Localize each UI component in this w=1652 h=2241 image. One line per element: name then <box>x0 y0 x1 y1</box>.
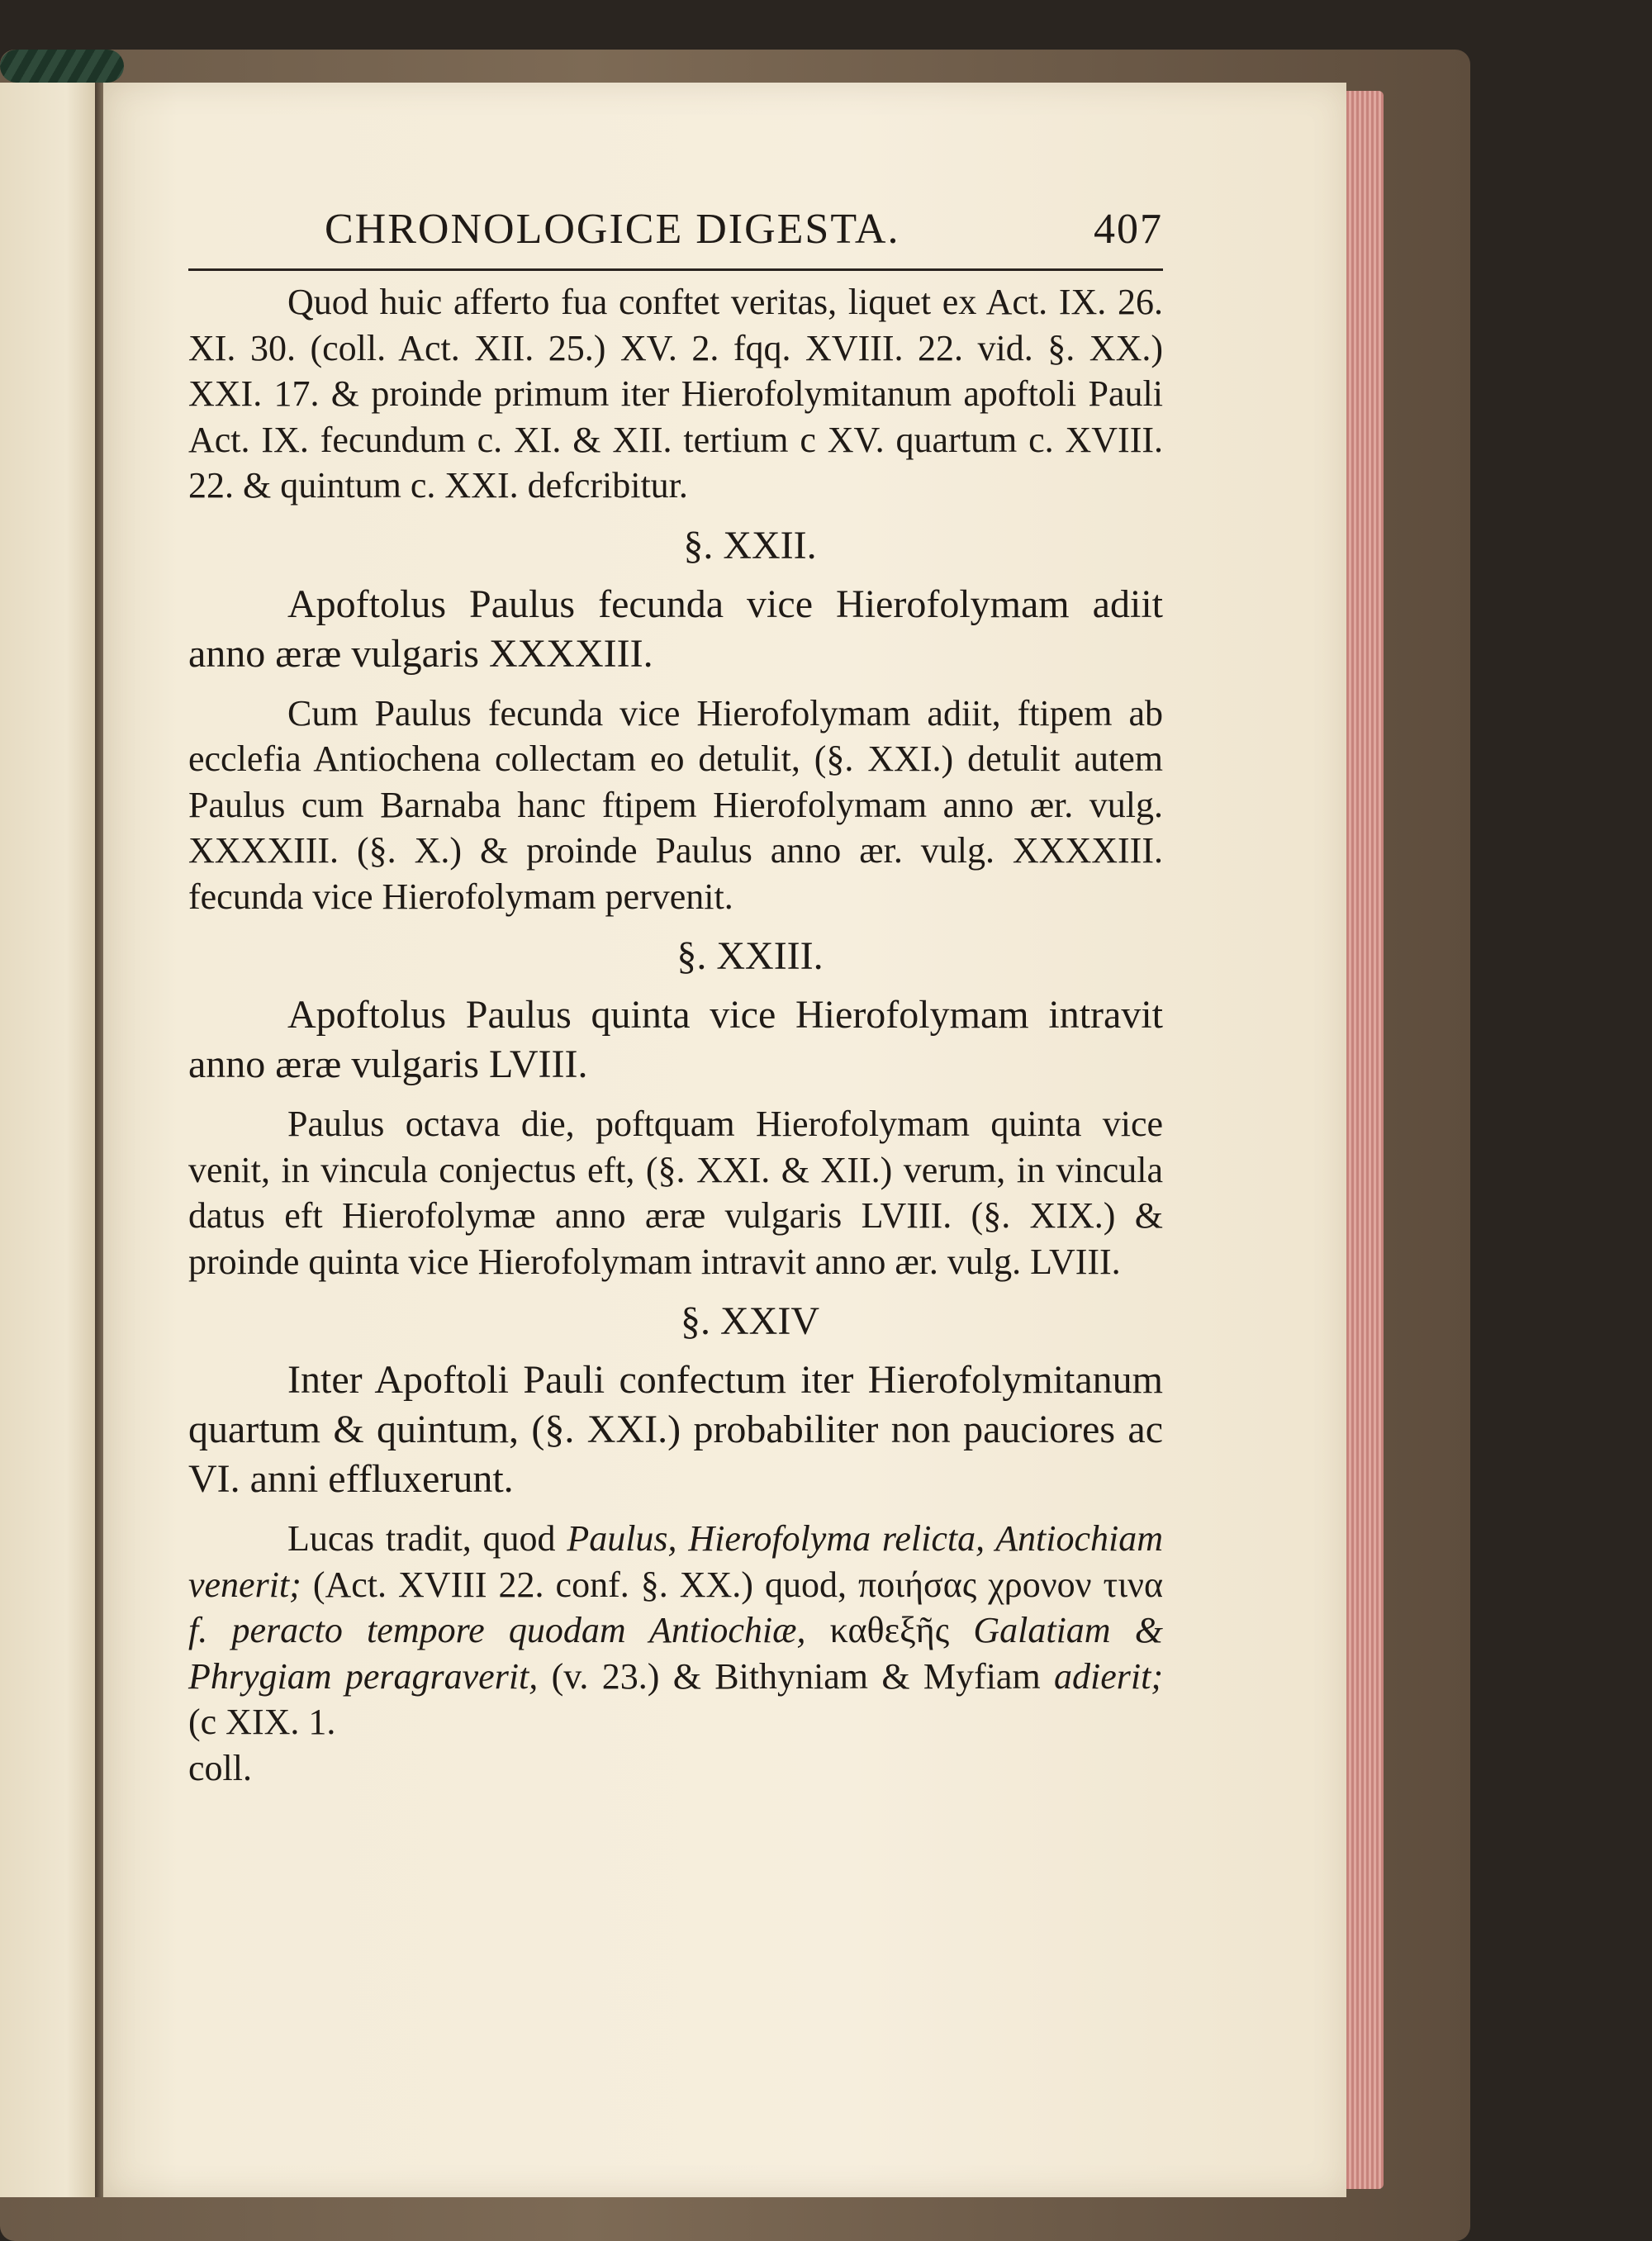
proof-24-text <box>805 1610 829 1650</box>
section-heading-22: §. XXII. <box>683 523 817 567</box>
proof-23: Paulus octava die, poftquam Hierofolymam quinta vice venit, in vincula conjectus eft, (§. XXI. & XII.) verum, in vincula datus eft Hierofolymæ anno æræ vulgaris LVIII. (§. XIX.) & proinde quinta vice Hierofolymam intravit anno ær. vulg. LVIII. <box>188 1104 1163 1282</box>
greek-phrase: ποιήσας χρονον τινα <box>857 1564 1164 1605</box>
thesis-24: Inter Apoftoli Pauli confectum iter Hierofolymitanum quartum & quintum, (§. XXI.) probabiliter non pauciores ac VI. anni effluxerunt. <box>188 1358 1163 1501</box>
page-text <box>188 207 1163 1791</box>
proof-24-quote: Paulus, Hierofolyma relicta, Antiochiam venerit; <box>188 1518 1163 1605</box>
thesis-22: Apoftolus Paulus fecunda vice Hierofolymam adiit anno æræ vulgaris XXXXIII. <box>188 582 1163 676</box>
proof-24-text: Lucas tradit, quod <box>287 1518 567 1559</box>
proof-24 <box>188 1516 1163 1745</box>
thesis-23: Apoftolus Paulus quinta vice Hierofolymam intravit anno æræ vulgaris LVIII. <box>188 993 1163 1086</box>
proof-24-text <box>949 1610 973 1650</box>
paragraph-1: Quod huic afferto fua conftet veritas, liquet ex Act. IX. 26. XI. 30. (coll. Act. XII. 25.) XV. 2. fqq. XVIII. 22. vid. §. XX.) XXI. 17. & proinde primum iter Hierofolymitanum apoftoli Pauli Act. IX. fecundum c. XI. & XII. tertium c XV. quartum c. XVIII. 22. & quintum c. XXI. defcribitur. <box>188 282 1163 506</box>
left-page-edge <box>0 83 95 2197</box>
bookmark-ribbon <box>0 50 124 83</box>
greek-word: καθεξῆς <box>829 1610 950 1650</box>
section-heading-24: §. XXIV <box>681 1299 819 1343</box>
running-header <box>188 207 1163 271</box>
proof-22: Cum Paulus fecunda vice Hierofolymam adiit, ftipem ab ecclefia Antiochena collectam eo detulit, (§. XXI.) detulit autem Paulus cum Barnaba hanc ftipem Hierofolymam anno ær. vulg. XXXXIII. (§. X.) & proinde Paulus anno ær. vulg. XXXXIII. fecunda vice Hierofolymam pervenit. <box>188 692 1163 917</box>
catchword: coll. <box>188 1747 252 1788</box>
running-title: CHRONOLOGICE DIGESTA. <box>325 206 900 253</box>
section-heading-23: §. XXIII. <box>676 934 824 978</box>
proof-24-text: (c XIX. 1. <box>188 1702 336 1742</box>
proof-24-quote: adierit; <box>1054 1655 1163 1697</box>
proof-24-quote: f. peracto tempore quodam Antiochiæ, <box>188 1610 806 1650</box>
proof-24-text: (Act. XVIII 22. conf. §. XX.) quod, <box>301 1564 858 1605</box>
proof-24-text: (v. 23.) & Bithyniam & Myfiam <box>538 1655 1055 1697</box>
page-number: 407 <box>1094 206 1163 253</box>
proof-24-quote: Galatiam & Phrygiam peragraverit, <box>188 1610 1164 1697</box>
page-edges <box>1346 91 1384 2189</box>
